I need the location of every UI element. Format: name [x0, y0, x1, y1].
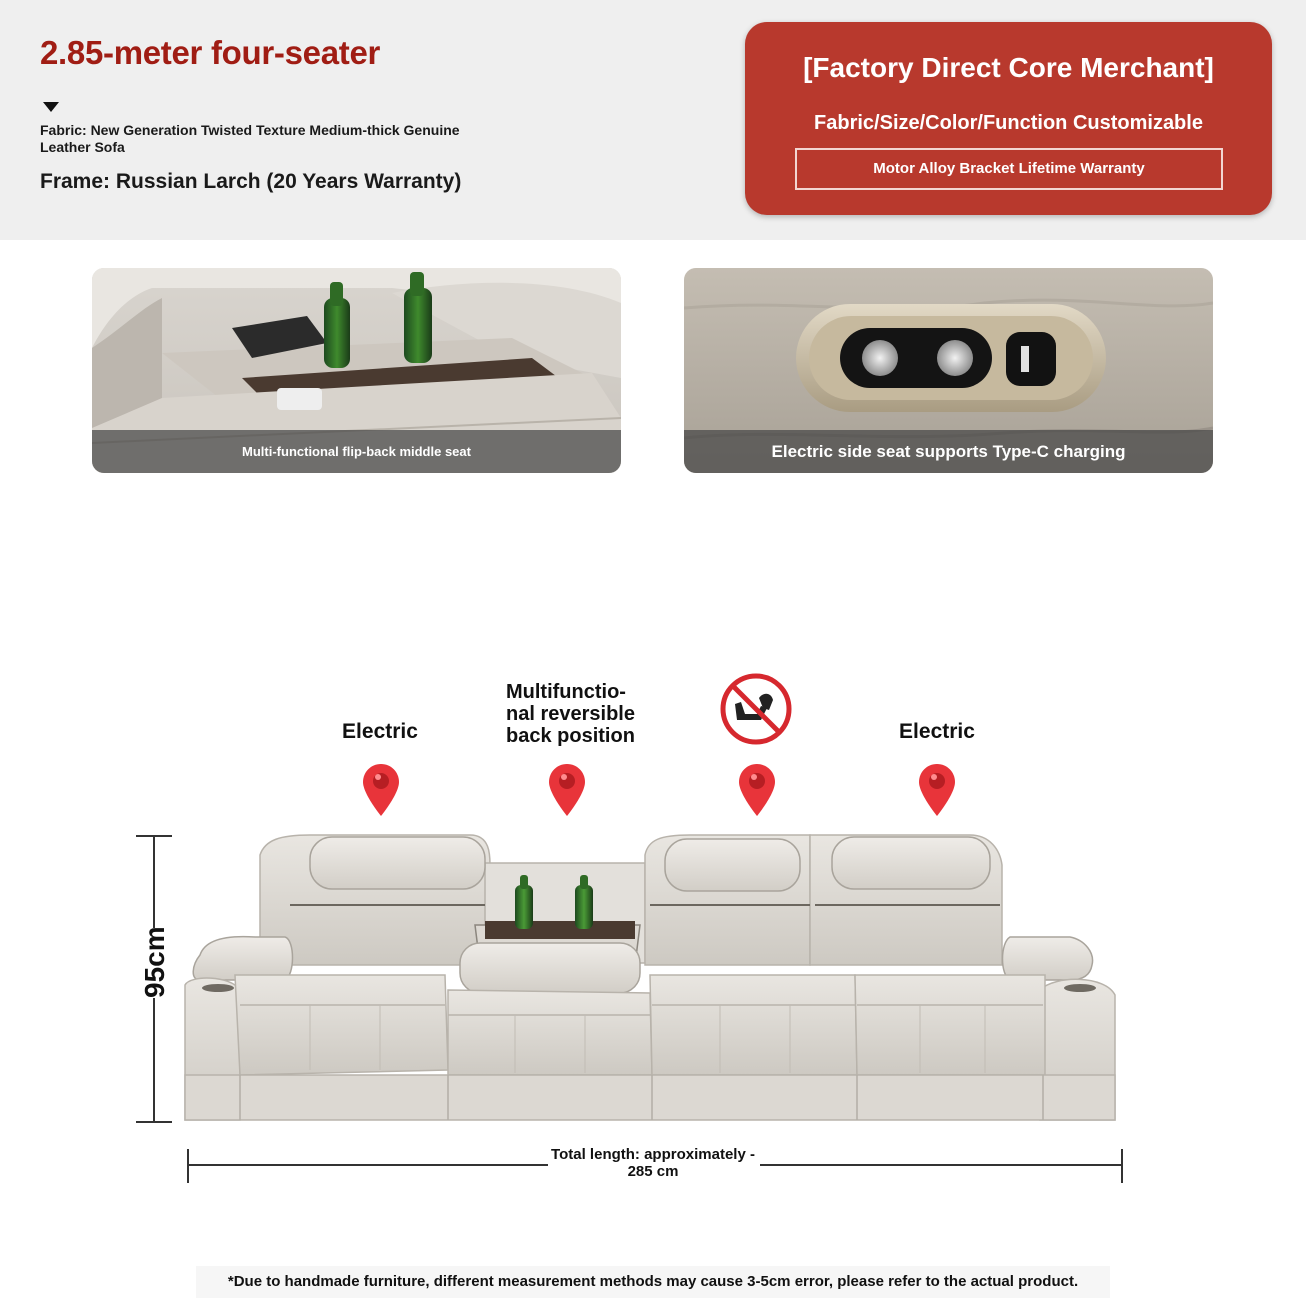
- page-title: 2.85-meter four-seater: [40, 34, 381, 71]
- no-recline-icon: [719, 672, 793, 746]
- frame-description: Frame: Russian Larch (20 Years Warranty): [40, 170, 462, 193]
- middle-seat-label-line1: Multifunctio-: [506, 681, 626, 703]
- middle-seat-label: [506, 681, 646, 747]
- third-seat-pin-icon: [739, 764, 775, 816]
- warranty-box: Motor Alloy Bracket Lifetime Warranty: [795, 148, 1223, 190]
- right-seat-pin-icon: [919, 764, 955, 816]
- height-label: 95cm: [137, 928, 173, 998]
- fabric-description: Fabric: New Generation Twisted Texture Medium-thick Genuine Leather Sofa: [40, 122, 460, 155]
- sofa-illustration: [170, 825, 1130, 1130]
- disclaimer-note: *Due to handmade furniture, different measurement methods may cause 3-5cm error, please refer to the actual product.: [196, 1266, 1110, 1298]
- promo-title: [Factory Direct Core Merchant]: [803, 52, 1214, 83]
- side-seat-caption: Electric side seat supports Type-C charging: [684, 430, 1213, 473]
- length-label: [545, 1146, 761, 1180]
- left-seat-label: Electric: [342, 720, 418, 743]
- middle-seat-label-line2: nal reversible: [506, 703, 635, 725]
- middle-seat-pin-icon: [549, 764, 585, 816]
- header-banner: [0, 0, 1306, 240]
- middle-seat-photo: [92, 268, 621, 473]
- length-label-line2: 285 cm: [627, 1163, 679, 1180]
- length-label-line1: Total length: approximately -: [551, 1146, 755, 1163]
- promo-card: [745, 22, 1272, 215]
- promo-subtitle: Fabric/Size/Color/Function Customizable: [814, 112, 1203, 134]
- side-seat-photo: [684, 268, 1213, 473]
- triangle-down-icon: [43, 102, 59, 112]
- right-seat-label: Electric: [899, 720, 975, 743]
- middle-seat-caption: Multi-functional flip-back middle seat: [92, 430, 621, 473]
- middle-seat-label-line3: back position: [506, 725, 635, 747]
- left-seat-pin-icon: [363, 764, 399, 816]
